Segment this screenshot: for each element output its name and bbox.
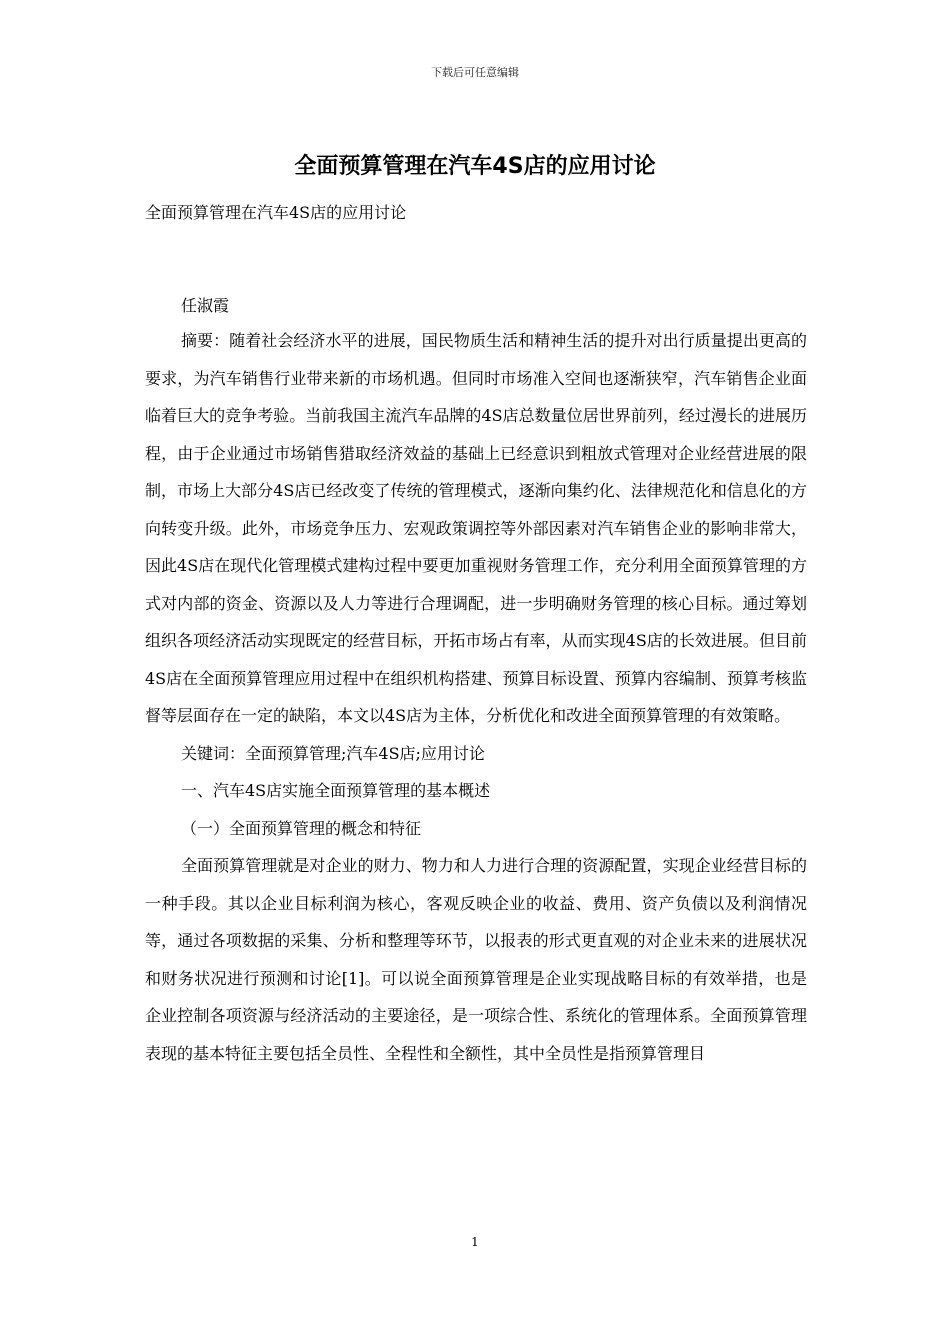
abstract-paragraph: 摘要：随着社会经济水平的进展，国民物质生活和精神生活的提升对出行质量提出更高的要求，为汽车销售行业带来新的市场机遇。但同时市场准入空间也逐渐狭窄，汽车销售企业面临着巨大的竞争考验。当前我国主流汽车品牌的4S店总数量位居世界前列，经过漫长的进展历程，由于企业通过市场销售猎取经济效益的基础上已经意识到粗放式管理对企业经营进展的限制，市场上大部分4S店已经改变了传统的管理模式，逐渐向集约化、法律规范化和信息化的方向转变升级。此外，市场竞争压力、宏观政策调控等外部因素对汽车销售企业的影响非常大，因此4S店在现代化管理模式建构过程中要更加重视财务管理工作，充分利用全面预算管理的方式对内部的资金、资源以及人力等进行合理调配，进一步明确财务管理的核心目标。通过筹划组织各项经济活动实现既定的经营目标，开拓市场占有率，从而实现4S店的长效进展。但目前4S店在全面预算管理应用过程中在组织机构搭建、预算目标设置、预算内容编制、预算考核监督等层面存在一定的缺陷，本文以4S店为主体，分析优化和改进全面预算管理的有效策略。 [145, 331, 807, 725]
keywords-line: 关键词：全面预算管理;汽车4S店;应用讨论 [181, 743, 485, 763]
document-title: 全面预算管理在汽车4S店的应用讨论 [294, 154, 656, 179]
page-header-note: 下载后可任意编辑 [431, 66, 519, 79]
document-body [145, 199, 807, 1072]
document-subtitle: 全面预算管理在汽车4S店的应用讨论 [145, 203, 407, 222]
body-paragraph: 全面预算管理就是对企业的财力、物力和人力进行合理的资源配置，实现企业经营目标的一种手段。其以企业目标利润为核心，客观反映企业的收益、费用、资产负债以及利润情况等，通过各项数据的采集、分析和整理等环节，以报表的形式更直观的对企业未来的进展状况和财务状况进行预测和讨论[1]。可以说全面预算管理是企业实现战略目标的有效举措，也是企业控制各项资源与经济活动的主要途径，是一项综合性、系统化的管理体系。全面预算管理表现的基本特征主要包括全员性、全程性和全额性，其中全员性是指预算管理目 [145, 856, 807, 1063]
section-heading-1: 一、汽车4S店实施全面预算管理的基本概述 [181, 781, 491, 800]
page-number: 1 [471, 1235, 479, 1249]
author-name: 任淑霞 [181, 296, 230, 315]
subsection-heading-1: （一）全面预算管理的概念和特征 [181, 818, 422, 838]
spacer [145, 227, 807, 289]
